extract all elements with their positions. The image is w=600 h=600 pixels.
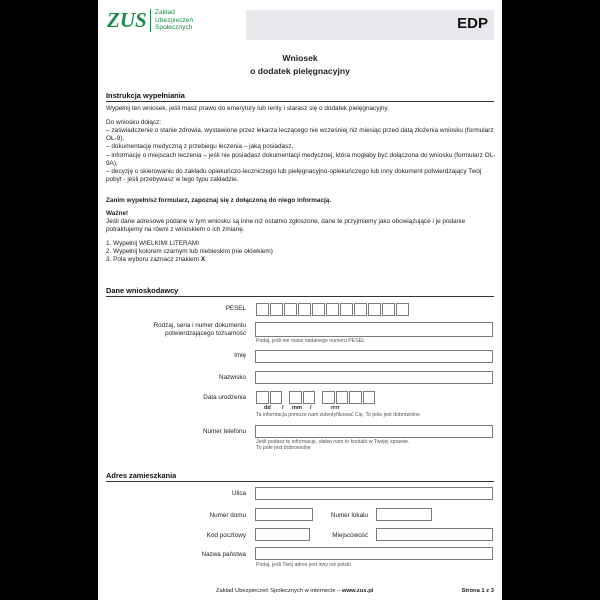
phone-hint	[256, 439, 409, 452]
flat-number-field[interactable]	[376, 508, 432, 521]
pesel-label: PESEL	[225, 305, 246, 312]
first-name-label: Imię	[234, 352, 246, 359]
address-heading: Adres zamieszkania	[106, 471, 494, 482]
pesel-digit-box[interactable]	[368, 303, 381, 316]
pesel-digit-box[interactable]	[326, 303, 339, 316]
footer-site-link[interactable]: www.zus.pl	[342, 588, 374, 594]
flat-number-label: Numer lokalu	[330, 512, 368, 519]
step3-text: 3. Pola wyboru zaznacz znakiem	[106, 256, 201, 264]
instruction-heading: Instrukcja wypełniania	[106, 91, 494, 102]
city-field[interactable]	[376, 528, 493, 541]
list-item: – decyzję o skierowaniu do zakładu opiekuńczo-leczniczego lub pielęgnacyjno-opiekuńczego lub inny dokument potwierdzający Twój pobyt - jeśli przebywasz w tego typu zakładzie.	[106, 168, 482, 184]
list-item	[106, 256, 496, 264]
org-line-3: Społecznych	[155, 24, 193, 32]
list-item: – informację o miejscach leczenia – jeśli nie posiadasz dokumentacji medycznej, która mogłaby być dołączona do wniosku (formularz OL-9A),	[106, 151, 496, 167]
dob-label: Data urodzenia	[203, 394, 246, 401]
country-field[interactable]	[255, 547, 493, 560]
postal-code-field[interactable]	[255, 528, 310, 541]
pesel-input[interactable]	[256, 303, 410, 316]
country-label: Nazwa państwa	[201, 551, 246, 558]
list-item: – dokumentację medyczną z przebiegu leczenia – jaką posiadasz,	[106, 143, 294, 151]
dob-year-box[interactable]	[322, 391, 335, 404]
last-name-label: Nazwisko	[219, 374, 246, 381]
dob-year-box[interactable]	[363, 391, 376, 404]
org-line-1: Zakład	[155, 9, 175, 16]
read-note: Zanim wypełnisz formularz, zapoznaj się z dołączoną do niego informacją.	[106, 197, 332, 204]
dob-year-box[interactable]	[349, 391, 362, 404]
important-text: Jeśli dane adresowe podane w tym wniosku są inne niż ostatnio zgłoszone, dane te przyjmiemy jako obowiązujące i je podanie potraktujemy na równi z wnioskiem o ich zmianę.	[106, 218, 466, 234]
dob-hint: Ta informacja pomoże nam zidentyfikować Cię. To pole jest dobrowolne	[256, 412, 420, 418]
pesel-digit-box[interactable]	[354, 303, 367, 316]
house-number-label: Numer domu	[209, 512, 246, 519]
logo-text: ZUS	[107, 8, 147, 32]
list-item: – zaświadczenie o stanie zdrowia, wystawione przez lekarza leczącego nie wcześniej niż miesiąc przed datą złożenia wniosku (formularz OL-9),	[106, 127, 494, 143]
dob-year-box[interactable]	[336, 391, 349, 404]
fill-steps	[106, 240, 496, 265]
org-line-2: Ubezpieczeń	[155, 16, 194, 24]
header	[98, 0, 502, 40]
pesel-digit-box[interactable]	[312, 303, 325, 316]
pesel-digit-box[interactable]	[298, 303, 311, 316]
pesel-digit-box[interactable]	[340, 303, 353, 316]
id-doc-field[interactable]	[255, 322, 493, 337]
dob-day-box[interactable]	[256, 391, 269, 404]
form-title: Wniosek	[282, 53, 318, 63]
street-label: Ulica	[232, 490, 246, 497]
id-doc-label	[106, 322, 246, 338]
postal-code-label: Kod pocztowy	[206, 532, 246, 539]
pesel-digit-box[interactable]	[256, 303, 269, 316]
form-subtitle: o dodatek pielęgnacyjny	[250, 66, 350, 76]
id-doc-label-line1: Rodzaj, seria i numer dokumentu	[153, 322, 246, 329]
dob-month-box[interactable]	[289, 391, 302, 404]
dob-month-box[interactable]	[303, 391, 316, 404]
instruction-intro: Wypełnij ten wniosek, jeśli masz prawo do emerytury lub renty i starasz się o dodatek pielęgnacyjny.	[106, 105, 389, 112]
pesel-digit-box[interactable]	[270, 303, 283, 316]
last-name-field[interactable]	[255, 371, 493, 384]
org-name	[150, 9, 193, 32]
id-doc-hint: Podaj, jeśli nie masz nadanego numeru PESEL	[256, 338, 366, 344]
list-item: 2. Wypełnij kolorem czarnym lub niebieskim (nie ołówkiem)	[106, 248, 273, 256]
attach-list	[106, 127, 496, 184]
important-heading: Ważne!	[106, 210, 129, 217]
dob-separator: /	[310, 405, 312, 411]
phone-hint-line1: Jeśli podasz tę informację, ułatwi nam to kontakt w Twojej sprawie.	[256, 439, 410, 445]
dob-mm-label: mm	[292, 405, 302, 411]
form-code: EDP	[457, 15, 488, 32]
phone-label: Numer telefonu	[202, 428, 246, 435]
street-field[interactable]	[255, 487, 493, 500]
phone-hint-line2: To pole jest dobrowolne	[256, 445, 311, 452]
attach-heading: Do wniosku dołącz:	[106, 119, 162, 126]
city-label: Miejscowość	[332, 532, 368, 539]
id-doc-label-line2: potwierdzającego tożsamość	[165, 330, 246, 337]
dob-separator: /	[282, 405, 284, 411]
dob-day-box[interactable]	[270, 391, 283, 404]
form-page	[98, 0, 502, 600]
form-code-band	[246, 10, 494, 40]
zus-logo	[106, 8, 148, 32]
dob-rrrr-label: rrrr	[331, 405, 340, 411]
pesel-digit-box[interactable]	[396, 303, 409, 316]
dob-input[interactable]	[256, 391, 376, 404]
house-number-field[interactable]	[255, 508, 313, 521]
phone-field[interactable]	[255, 425, 493, 438]
footer-text: Zakład Ubezpieczeń Społecznych w internecie –	[216, 588, 342, 594]
pesel-digit-box[interactable]	[382, 303, 395, 316]
step3-mark: X	[200, 256, 206, 264]
country-hint: Podaj, jeśli Twój adres jest inny niż polski	[256, 562, 351, 568]
dob-dd-label: dd	[264, 405, 271, 411]
footer-center	[216, 588, 373, 594]
applicant-heading: Dane wnioskodawcy	[106, 286, 494, 297]
list-item: 1. Wypełnij WIELKIMI LITERAMI	[106, 240, 199, 247]
first-name-field[interactable]	[255, 350, 493, 363]
page-number: Strona 1 z 3	[461, 588, 494, 594]
pesel-digit-box[interactable]	[284, 303, 297, 316]
